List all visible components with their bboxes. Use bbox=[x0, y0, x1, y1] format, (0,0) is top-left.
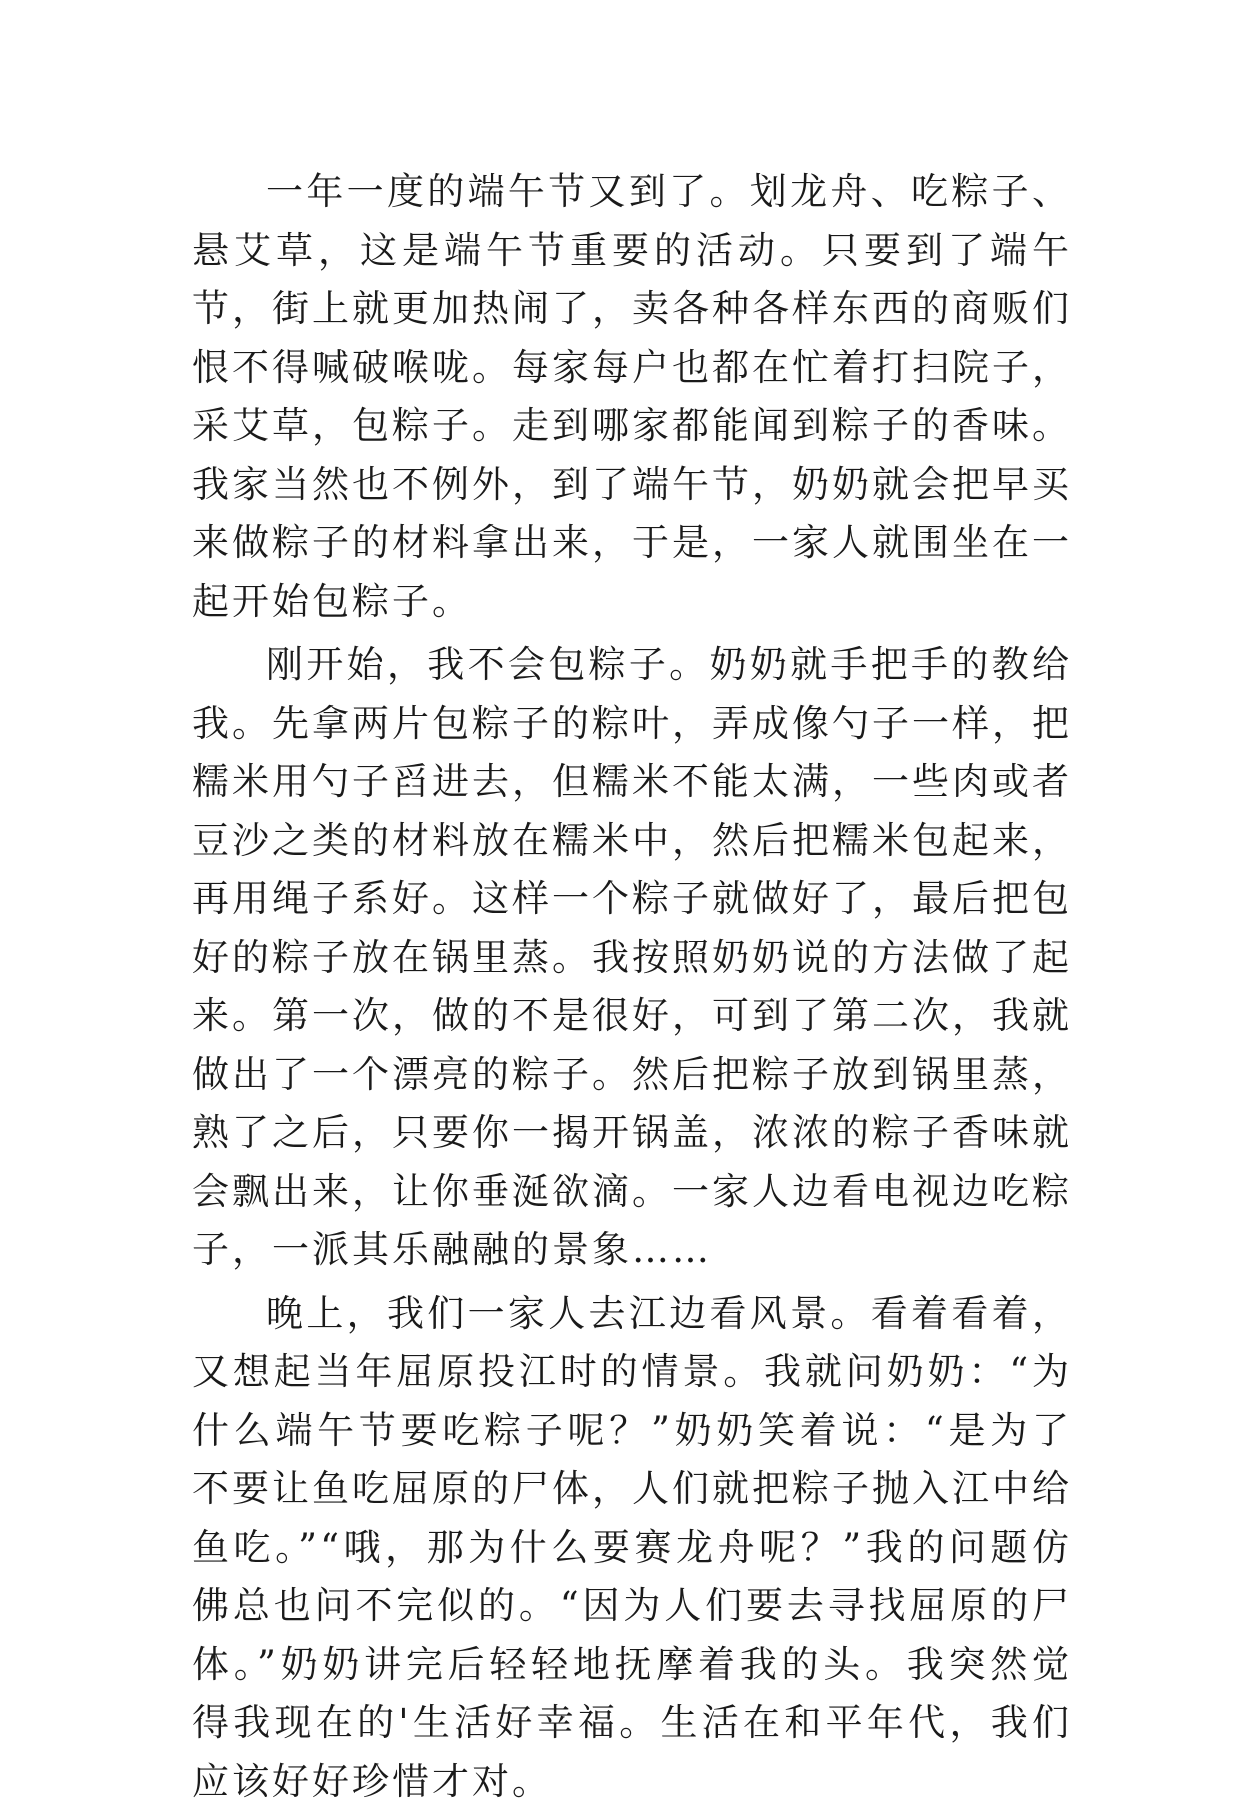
paragraph-1: 一年一度的端午节又到了。划龙舟、吃粽子、悬艾草，这是端午节重要的活动。只要到了端午节，街上就更加热闹了，卖各种各样东西的商贩们恨不得喊破喉咙。每家每户也都在忙着打扫院子，采艾草，包粽子。走到哪家都能闻到粽子的香味。我家当然也不例外，到了端午节，奶奶就会把早买来做粽子的材料拿出来，于是，一家人就围坐在一起开始包粽子。 bbox=[192, 170, 1072, 623]
essay-body bbox=[192, 163, 1072, 1816]
paragraph-3: 晚上，我们一家人去江边看风景。看着看着，又想起当年屈原投江时的情景。我就问奶奶：“为什么端午节要吃粽子呢？”奶奶笑着说：“是为了不要让鱼吃屈原的尸体，人们就把粽子抛入江中给鱼吃。”“哦，那为什么要赛龙舟呢？”我的问题仿佛总也问不完似的。“因为人们要去寻找屈原的尸体。”奶奶讲完后轻轻地抚摩着我的头。我突然觉得我现在的'生活好幸福。生活在和平年代，我们应该好好珍惜才对。 bbox=[192, 1291, 1072, 1803]
paragraph-2: 刚开始，我不会包粽子。奶奶就手把手的教给我。先拿两片包粽子的粽叶，弄成像勺子一样，把糯米用勺子舀进去，但糯米不能太满，一些肉或者豆沙之类的材料放在糯米中，然后把糯米包起来，再用绳子系好。这样一个粽子就做好了，最后把包好的粽子放在锅里蒸。我按照奶奶说的方法做了起来。第一次，做的不是很好，可到了第二次，我就做出了一个漂亮的粽子。然后把粽子放到锅里蒸，熟了之后，只要你一揭开锅盖，浓浓的粽子香味就会飘出来，让你垂涎欲滴。一家人边看电视边吃粽子，一派其乐融融的景象…… bbox=[192, 643, 1072, 1271]
